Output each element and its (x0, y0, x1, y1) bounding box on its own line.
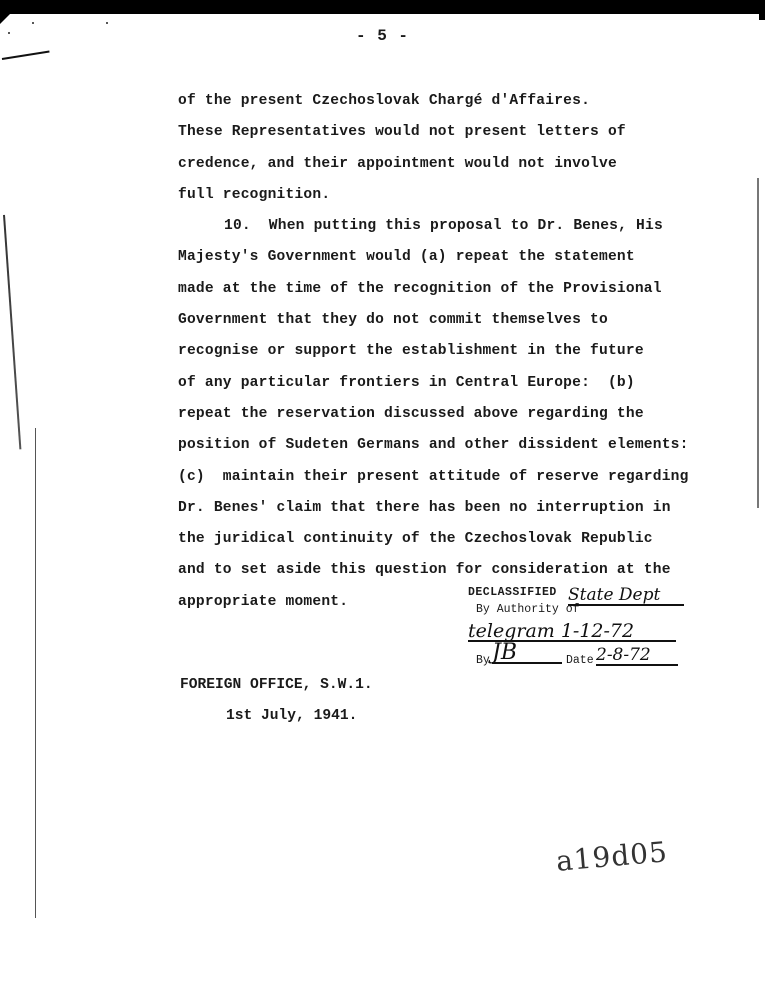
text-line: (c) maintain their present attitude of reserve regarding (178, 468, 689, 485)
text-line: appropriate moment. (178, 593, 349, 610)
text-line: These Representatives would not present letters of (178, 124, 626, 141)
stamp-title: DECLASSIFIED (468, 586, 557, 599)
page-number: - 5 - (355, 27, 409, 45)
stamp-by-label: By (476, 654, 490, 667)
closing-date: 1st July, 1941. (226, 708, 358, 724)
text-line: recognise or support the establishment in the future (178, 343, 644, 360)
handwritten-archive-note: a19d05 (554, 835, 670, 878)
text-line: credence, and their appointment would not involve (178, 155, 617, 172)
text-line: of the present Czechoslovak Chargé d'Affaires. (178, 93, 591, 109)
text-line: and to set aside this question for consideration at the (178, 562, 671, 579)
scan-speck (32, 22, 34, 24)
paragraph-10-first-line: 10. When putting this proposal to Dr. Benes, His (224, 218, 663, 235)
text-line: full recognition. (178, 186, 331, 203)
text-line: of any particular frontiers in Central Europe: (b) (178, 374, 635, 391)
scan-top-border (0, 0, 765, 14)
stamp-authority-label: By Authority of (476, 603, 580, 616)
paper-corner-fold (2, 51, 50, 60)
paper-left-edge (35, 428, 36, 918)
text-line: Dr. Benes' claim that there has been no interruption in (178, 499, 671, 516)
document-body (178, 86, 718, 618)
scan-top-border-slope (0, 10, 14, 24)
text-line: made at the time of the recognition of the Provisional (178, 280, 662, 297)
text-line: Majesty's Government would (a) repeat the statement (178, 249, 635, 266)
text-line: the juridical continuity of the Czechoslovak Republic (178, 531, 653, 548)
text-line: repeat the reservation discussed above regarding the (178, 405, 644, 422)
stamp-by-initials: JB (492, 644, 562, 664)
stamp-authority-detail-handwritten: telegram 1-12-72 (468, 622, 676, 642)
stamp-date-label: Date (566, 654, 594, 667)
paper-left-edge (3, 215, 21, 450)
text-line: Government that they do not commit themselves to (178, 312, 608, 329)
scan-speck (106, 22, 108, 24)
paper-right-edge (757, 178, 759, 508)
declassification-stamp (468, 586, 698, 696)
closing-office: FOREIGN OFFICE, S.W.1. (180, 677, 373, 693)
text-line: position of Sudeten Germans and other dissident elements: (178, 437, 689, 454)
scan-top-border-tab (759, 10, 765, 20)
stamp-authority-handwritten: State Dept (568, 586, 684, 606)
stamp-date-handwritten: 2-8-72 (596, 646, 678, 666)
